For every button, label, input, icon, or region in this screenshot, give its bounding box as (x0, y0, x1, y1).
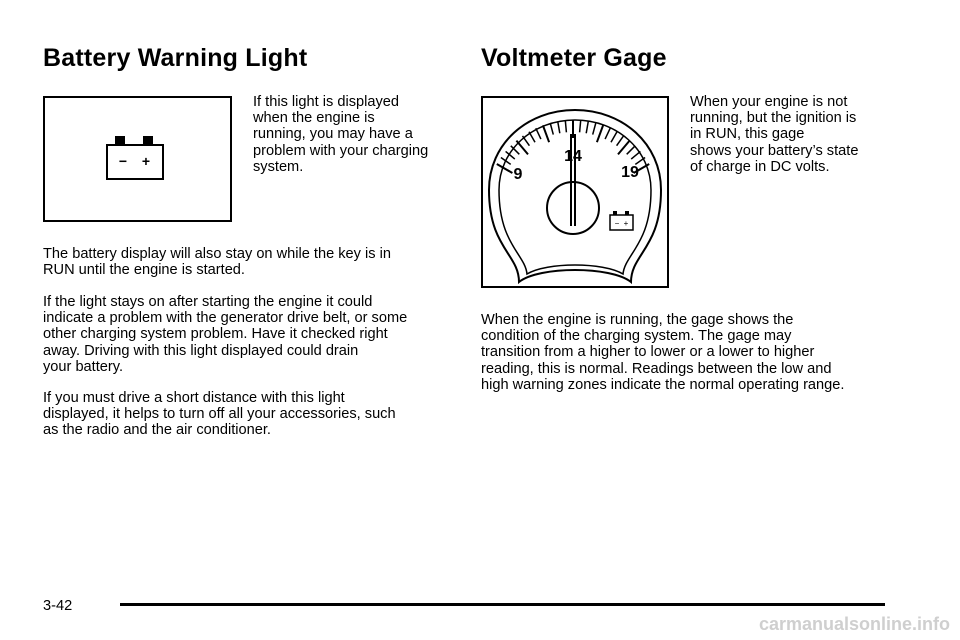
battery-paragraph: If the light stays on after starting the engine it could indicate a problem with the generator drive belt, or some other charging system problem. Have it checked right away. Driving with this light displayed could drain your battery. (43, 294, 408, 375)
battery-icon (45, 98, 230, 220)
watermark-text: carmanualsonline.info (758, 614, 950, 634)
battery-warning-light-figure (43, 96, 232, 222)
page-number: 3-42 (43, 598, 73, 614)
battery-minus-label: − (118, 153, 128, 169)
voltmeter-intro-text: When your engine is not running, but the ignition is in RUN, this gage shows your battery’s state of charge in DC volts. (690, 94, 859, 175)
battery-paragraph: If you must drive a short distance with this light displayed, it helps to turn off all your accessories, such as the radio and the air conditioner. (43, 390, 396, 439)
voltmeter-gage-figure (481, 96, 669, 288)
voltmeter-gage-heading: Voltmeter Gage (481, 44, 667, 72)
gauge-high-label: 19 (621, 164, 639, 181)
voltmeter-gauge-icon (483, 98, 667, 286)
battery-warning-light-heading: Battery Warning Light (43, 44, 308, 72)
voltmeter-paragraph: When the engine is running, the gage shows the condition of the charging system. The gage may transition from a higher to lower or a lower to higher reading, this is normal. Readings between the low and high warning zones indicate the normal operating range. (481, 312, 845, 393)
gauge-low-label: 9 (513, 166, 523, 183)
battery-warning-intro-text: If this light is displayed when the engine is running, you may have a problem with your charging system. (253, 94, 429, 175)
footer-rule (120, 603, 885, 606)
gauge-battery-minus: − (614, 219, 620, 228)
battery-paragraph: The battery display will also stay on while the key is in RUN until the engine is started. (43, 246, 391, 279)
battery-plus-label: + (141, 153, 151, 169)
gauge-mid-label: 14 (564, 148, 582, 165)
gauge-battery-plus: + (623, 219, 629, 228)
